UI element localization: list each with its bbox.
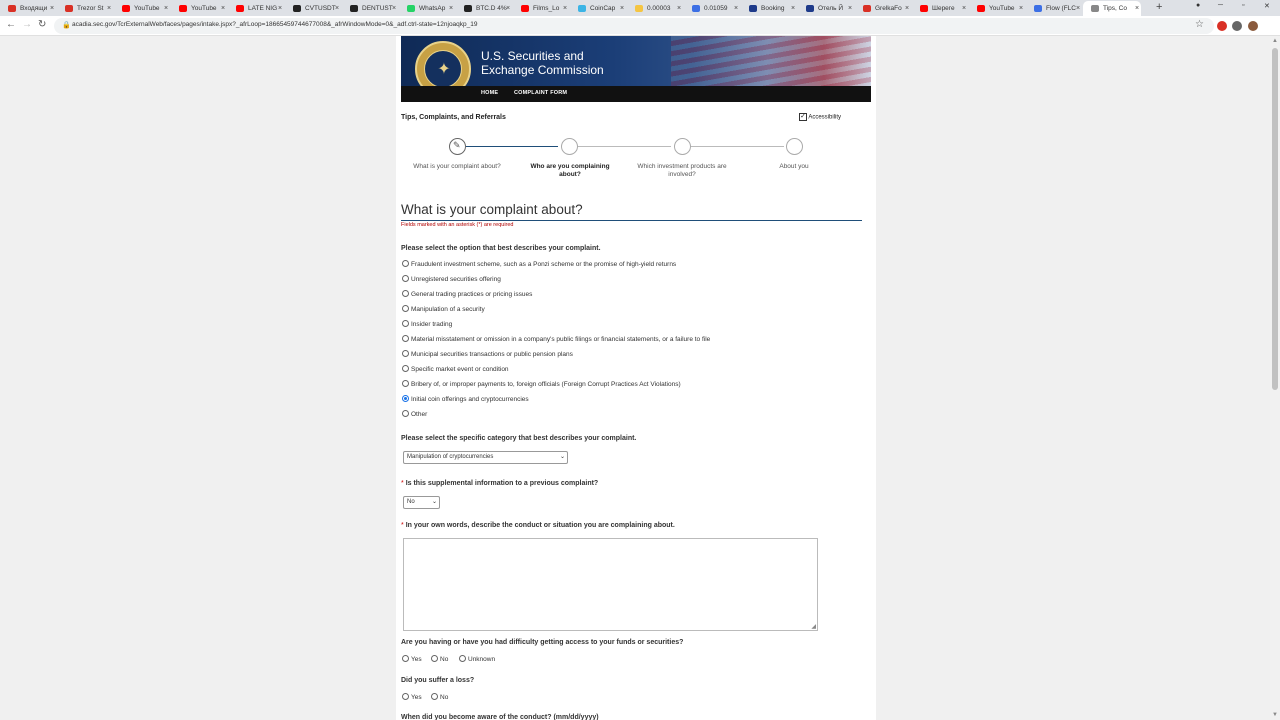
scrollbar-thumb[interactable] bbox=[1272, 48, 1278, 390]
tab-label: LATE NIG bbox=[248, 5, 278, 12]
sec-seal-logo: ✦ bbox=[415, 41, 471, 97]
tab-active[interactable] bbox=[1083, 1, 1141, 16]
funds-access-unknown[interactable]: Unknown bbox=[459, 655, 495, 663]
browser-tab[interactable] bbox=[969, 1, 1025, 16]
option-label: Manipulation of a security bbox=[411, 306, 485, 313]
category-select[interactable]: Manipulation of cryptocurrencies ⌄ bbox=[403, 451, 568, 464]
tab-favicon-icon bbox=[806, 5, 814, 12]
description-textarea[interactable] bbox=[403, 538, 818, 631]
tab-label: WhatsAp bbox=[419, 5, 446, 12]
tab-label: CoinCap bbox=[590, 5, 616, 12]
section-title: Tips, Complaints, and Referrals bbox=[401, 114, 506, 121]
complaint-type-question: Please select the option that best describes your complaint. bbox=[401, 245, 601, 252]
browser-tab[interactable] bbox=[171, 1, 227, 16]
step-connector bbox=[466, 146, 558, 147]
tab-favicon-icon bbox=[407, 5, 415, 12]
loss-no[interactable]: No bbox=[431, 693, 448, 701]
complaint-option[interactable] bbox=[402, 260, 676, 268]
funds-access-question: Are you having or have you had difficulty getting access to your funds or securities? bbox=[401, 639, 684, 646]
browser-tab[interactable] bbox=[57, 1, 113, 16]
tab-favicon-icon bbox=[350, 5, 358, 12]
funds-access-no[interactable]: No bbox=[431, 655, 448, 663]
radio-button[interactable] bbox=[402, 365, 409, 372]
complaint-option[interactable] bbox=[402, 335, 710, 343]
complaint-option[interactable] bbox=[402, 365, 509, 373]
browser-tab[interactable] bbox=[855, 1, 911, 16]
option-label: Municipal securities transactions or public pension plans bbox=[411, 351, 573, 358]
radio-button[interactable] bbox=[402, 320, 409, 327]
tab-favicon-icon bbox=[635, 5, 643, 12]
minimize-icon[interactable]: ─ bbox=[1218, 2, 1223, 9]
title-divider bbox=[401, 220, 862, 221]
browser-tab[interactable] bbox=[798, 1, 854, 16]
complaint-option[interactable] bbox=[402, 380, 681, 388]
tab-favicon-icon bbox=[578, 5, 586, 12]
tab-label: YouTube bbox=[134, 5, 160, 12]
browser-tab[interactable] bbox=[456, 1, 512, 16]
browser-tab[interactable] bbox=[513, 1, 569, 16]
tab-close-icon[interactable]: × bbox=[847, 5, 853, 12]
complaint-option[interactable] bbox=[402, 290, 532, 298]
complaint-option[interactable] bbox=[402, 395, 529, 403]
awareness-date-question: When did you become aware of the conduct? (mm/dd/yyyy) bbox=[401, 714, 599, 720]
step-1-label: What is your complaint about? bbox=[413, 163, 501, 170]
tab-close-icon[interactable]: × bbox=[562, 5, 568, 12]
tab-favicon-icon bbox=[920, 5, 928, 12]
bookmark-star-icon[interactable]: ☆ bbox=[1195, 19, 1204, 30]
supplemental-question: * Is this supplemental information to a previous complaint? bbox=[401, 480, 599, 487]
accessibility-toggle[interactable]: ✓ Accessibility bbox=[800, 113, 842, 121]
tab-favicon-icon bbox=[1091, 5, 1099, 12]
tab-favicon-icon bbox=[8, 5, 16, 12]
tab-label: CVTUSDT bbox=[305, 5, 336, 12]
option-label: Unregistered securities offering bbox=[411, 276, 501, 283]
tab-close-icon[interactable]: × bbox=[961, 5, 967, 12]
extensions-puzzle-icon[interactable] bbox=[1232, 21, 1242, 31]
tab-close-icon[interactable]: × bbox=[1134, 5, 1140, 12]
radio-button[interactable] bbox=[402, 395, 409, 402]
tab-label: YouTube bbox=[989, 5, 1015, 12]
tab-label: DENTUST bbox=[362, 5, 393, 12]
radio-button[interactable] bbox=[402, 260, 409, 267]
step-2-label: Who are you complaining about? bbox=[530, 163, 610, 178]
funds-access-yes[interactable]: Yes bbox=[402, 655, 422, 663]
step-connector bbox=[691, 146, 784, 147]
option-label: Insider trading bbox=[411, 321, 453, 328]
page-scrollbar[interactable] bbox=[1270, 36, 1280, 720]
tab-label: Отель Й bbox=[818, 5, 844, 12]
tab-favicon-icon bbox=[236, 5, 244, 12]
profile-icon[interactable]: ● bbox=[1196, 2, 1201, 9]
chevron-down-icon: ⌄ bbox=[559, 454, 565, 460]
browser-tab[interactable] bbox=[1026, 1, 1082, 16]
loss-question: Did you suffer a loss? bbox=[401, 677, 475, 684]
option-label: Bribery of, or improper payments to, foreign officials (Foreign Corrupt Practices Act Violations) bbox=[411, 381, 681, 388]
radio-button[interactable] bbox=[402, 275, 409, 282]
page-title: What is your complaint about? bbox=[401, 202, 583, 217]
browser-tab[interactable] bbox=[570, 1, 626, 16]
nav-complaint-form-link[interactable]: COMPLAINT FORM bbox=[514, 90, 568, 96]
tab-close-icon[interactable]: × bbox=[334, 5, 340, 12]
tab-label: 0.00003 bbox=[647, 5, 671, 12]
tab-close-icon[interactable]: × bbox=[220, 5, 226, 12]
tab-label: YouTube bbox=[191, 5, 217, 12]
tab-close-icon[interactable]: × bbox=[790, 5, 796, 12]
tab-favicon-icon bbox=[521, 5, 529, 12]
tab-close-icon[interactable]: × bbox=[733, 5, 739, 12]
new-tab-button[interactable]: + bbox=[1156, 1, 1163, 13]
option-label: Fraudulent investment scheme, such as a Ponzi scheme or the promise of high-yield returns bbox=[411, 261, 677, 268]
step-connector bbox=[578, 146, 671, 147]
forward-icon[interactable]: → bbox=[22, 19, 32, 30]
complaint-option[interactable] bbox=[402, 275, 501, 283]
pencil-icon: ✎ bbox=[453, 140, 461, 150]
description-question: * In your own words, describe the conduct or situation you are complaining about. bbox=[401, 522, 675, 529]
scroll-down-icon[interactable]: ▼ bbox=[1272, 712, 1278, 718]
nav-home-link[interactable]: HOME bbox=[481, 90, 499, 96]
tab-close-icon[interactable]: × bbox=[49, 5, 55, 12]
flag-stripes bbox=[671, 36, 871, 86]
tab-label: GrelkaFo bbox=[875, 5, 902, 12]
tab-label: Films_Lo bbox=[533, 5, 560, 12]
required-note: Fields marked with an asterisk (*) are required bbox=[401, 222, 514, 228]
browser-tab[interactable] bbox=[228, 1, 284, 16]
complaint-option[interactable] bbox=[402, 305, 485, 313]
page-viewport bbox=[0, 36, 1270, 720]
radio-button[interactable] bbox=[402, 350, 409, 357]
maximize-icon[interactable]: ▫ bbox=[1242, 2, 1245, 9]
tab-favicon-icon bbox=[863, 5, 871, 12]
tab-close-icon[interactable]: × bbox=[505, 5, 511, 12]
tab-label: Trezor St bbox=[77, 5, 104, 12]
page-content bbox=[396, 36, 876, 720]
browser-tab[interactable] bbox=[741, 1, 797, 16]
tab-favicon-icon bbox=[293, 5, 301, 12]
browser-tab[interactable] bbox=[0, 1, 56, 16]
resize-handle-icon[interactable]: ◢ bbox=[811, 624, 816, 630]
tab-label: BTC.D 4% bbox=[476, 5, 507, 12]
tab-close-icon[interactable]: × bbox=[904, 5, 910, 12]
category-question: Please select the specific category that best describes your complaint. bbox=[401, 435, 637, 442]
complaint-option[interactable] bbox=[402, 350, 573, 358]
tab-label: Tips, Co bbox=[1103, 5, 1127, 12]
tab-close-icon[interactable]: × bbox=[676, 5, 682, 12]
tab-label: Flow (FLC bbox=[1046, 5, 1076, 12]
step-2-circle[interactable] bbox=[561, 138, 578, 155]
radio-button[interactable] bbox=[402, 410, 409, 417]
address-bar[interactable] bbox=[54, 18, 1214, 34]
url-text: acadia.sec.gov/TcrExternalWeb/faces/pages/intake.jspx?_afrLoop=18665459744677008&_afrWindowMode=0&_adf.ctrl-state=12njoaqkp_19 bbox=[72, 21, 478, 28]
complaint-option[interactable] bbox=[402, 320, 452, 328]
step-4-circle[interactable] bbox=[786, 138, 803, 155]
scroll-up-icon[interactable]: ▲ bbox=[1272, 38, 1278, 44]
browser-tab[interactable] bbox=[285, 1, 341, 16]
radio-button[interactable] bbox=[402, 290, 409, 297]
browser-toolbar bbox=[0, 16, 1280, 36]
loss-yes[interactable]: Yes bbox=[402, 693, 422, 701]
step-3-label: Which investment products are involved? bbox=[637, 163, 727, 178]
site-nav bbox=[401, 86, 871, 102]
tab-close-icon[interactable]: × bbox=[1075, 5, 1081, 12]
tab-favicon-icon bbox=[179, 5, 187, 12]
tab-favicon-icon bbox=[1034, 5, 1042, 12]
option-label: Other bbox=[411, 411, 428, 418]
tab-favicon-icon bbox=[692, 5, 700, 12]
option-label: Material misstatement or omission in a company's public filings or financial statements, or a failure to file bbox=[411, 336, 711, 343]
accessibility-checkbox[interactable]: ✓ bbox=[800, 113, 806, 120]
supplemental-select[interactable]: No ⌄ bbox=[403, 496, 440, 509]
avatar[interactable] bbox=[1248, 21, 1258, 31]
tab-favicon-icon bbox=[977, 5, 985, 12]
browser-tab[interactable] bbox=[912, 1, 968, 16]
tab-close-icon[interactable]: × bbox=[277, 5, 283, 12]
browser-tab[interactable] bbox=[114, 1, 170, 16]
step-3-circle[interactable] bbox=[674, 138, 691, 155]
radio-button[interactable] bbox=[402, 380, 409, 387]
radio-button[interactable] bbox=[402, 335, 409, 342]
tab-favicon-icon bbox=[749, 5, 757, 12]
browser-tab[interactable] bbox=[627, 1, 683, 16]
tab-close-icon[interactable]: × bbox=[448, 5, 454, 12]
tab-label: Входящи bbox=[20, 5, 48, 12]
tab-favicon-icon bbox=[65, 5, 73, 12]
agency-name: U.S. Securities and Exchange Commission bbox=[481, 49, 604, 77]
tab-label: Шереге bbox=[932, 5, 955, 12]
tab-close-icon[interactable]: × bbox=[391, 5, 397, 12]
tab-favicon-icon bbox=[464, 5, 472, 12]
tab-label: Booking bbox=[761, 5, 785, 12]
option-label: Initial coin offerings and cryptocurrencies bbox=[411, 396, 529, 403]
close-window-icon[interactable]: ✕ bbox=[1264, 3, 1270, 10]
step-1-circle[interactable] bbox=[449, 138, 466, 155]
browser-tab[interactable] bbox=[399, 1, 455, 16]
tab-close-icon[interactable]: × bbox=[1018, 5, 1024, 12]
back-icon[interactable]: ← bbox=[6, 19, 16, 30]
tab-strip bbox=[0, 0, 1280, 16]
extension-icon[interactable] bbox=[1217, 21, 1227, 31]
step-4-label: About you bbox=[779, 163, 809, 170]
browser-tab[interactable] bbox=[684, 1, 740, 16]
tab-favicon-icon bbox=[122, 5, 130, 12]
option-label: Specific market event or condition bbox=[411, 366, 509, 373]
tab-close-icon[interactable]: × bbox=[619, 5, 625, 12]
tab-close-icon[interactable]: × bbox=[106, 5, 112, 12]
reload-icon[interactable]: ↻ bbox=[38, 19, 47, 30]
tab-close-icon[interactable]: × bbox=[163, 5, 169, 12]
radio-button[interactable] bbox=[402, 305, 409, 312]
chevron-down-icon: ⌄ bbox=[431, 499, 437, 505]
option-label: General trading practices or pricing issues bbox=[411, 291, 533, 298]
lock-icon: 🔒 bbox=[62, 22, 71, 29]
complaint-option[interactable] bbox=[402, 410, 427, 418]
browser-tab[interactable] bbox=[342, 1, 398, 16]
tab-label: 0.01059 bbox=[704, 5, 728, 12]
